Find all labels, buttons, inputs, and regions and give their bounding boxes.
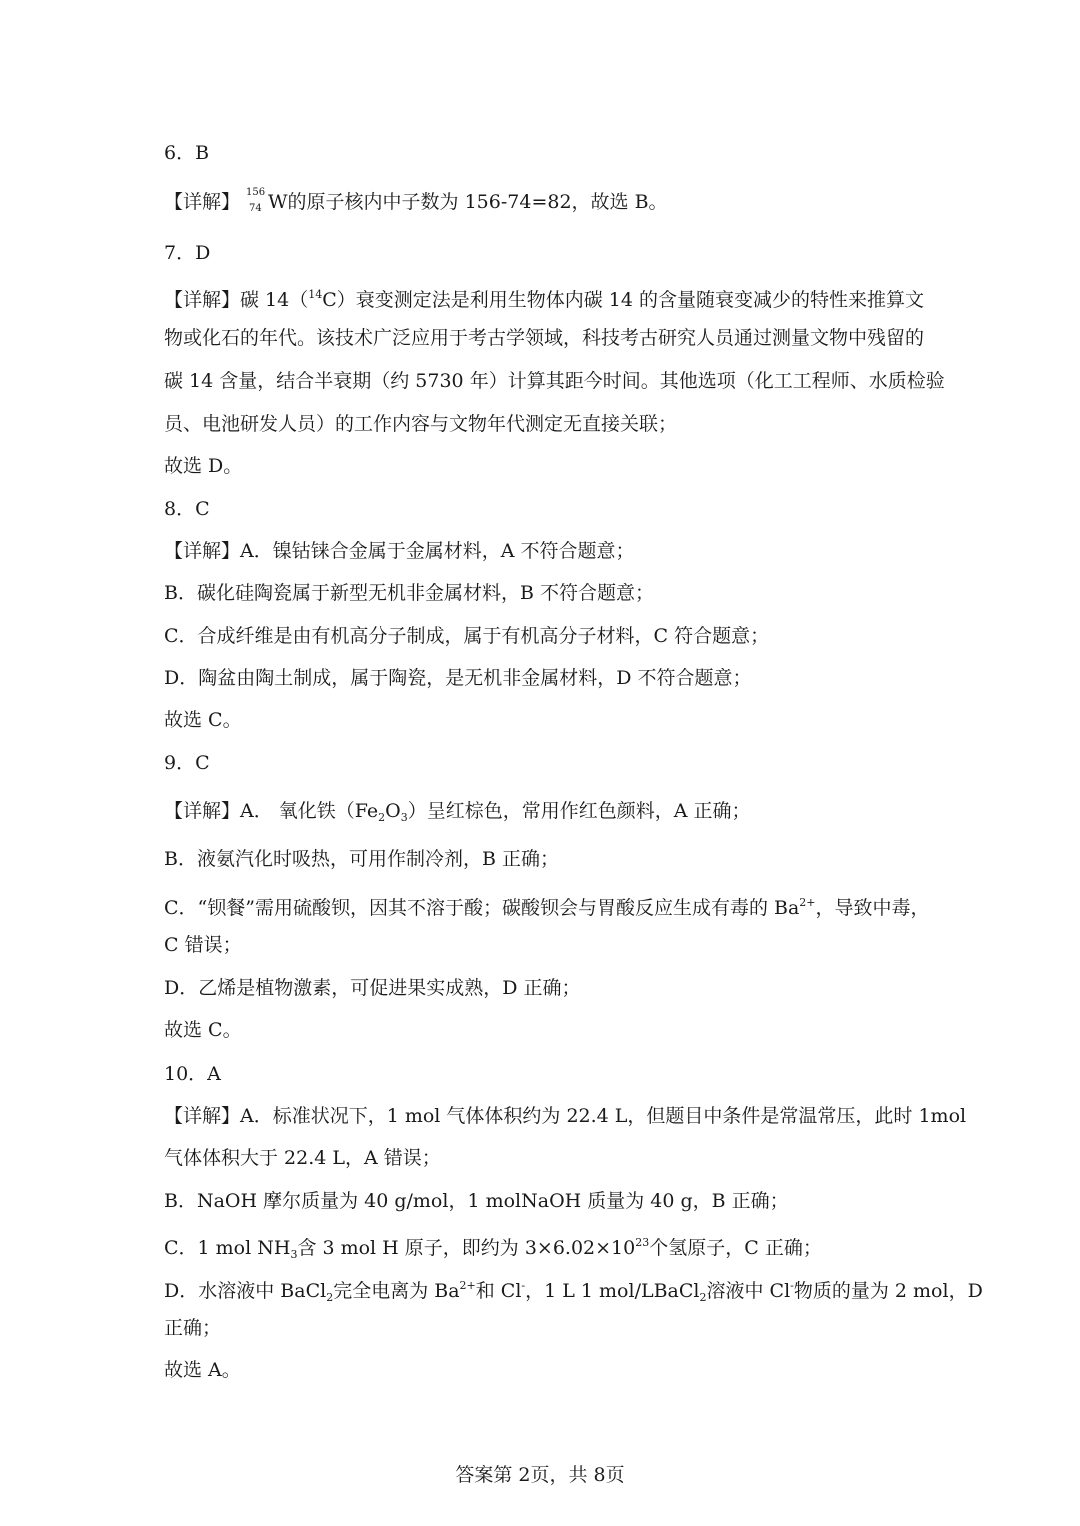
q10-d-part4: ，1 L 1 mol/LBaCl <box>525 1280 700 1302</box>
q10-c-part1: C．1 mol NH <box>164 1237 291 1259</box>
q9-c-part2: ，导致中毒， <box>815 897 930 919</box>
nh3-subscript: 3 <box>290 1248 298 1261</box>
q10-c-part3: 个氢原子，C 正确； <box>649 1237 822 1259</box>
q7-line1-a: 【详解】碳 14（ <box>164 289 309 311</box>
o-subscript: 3 <box>400 811 408 824</box>
fe-subscript: 2 <box>378 811 386 824</box>
q6-answer: 6．B <box>164 142 210 164</box>
q10-c-part2: 含 3 mol H 原子，即约为 3×6.02×10 <box>297 1237 636 1259</box>
q7-line1-b: C）衰变测定法是利用生物体内碳 14 的含量随衰变减少的特性来推算文 <box>322 289 925 311</box>
q9-option-a <box>164 798 944 831</box>
tungsten-nuclide <box>246 189 268 215</box>
q9-option-c <box>164 890 930 921</box>
q7-conclusion: 故选 D。 <box>164 455 243 477</box>
q9-a-oxygen: O <box>385 800 401 822</box>
ba-ion-sup: 2+ <box>459 1279 476 1292</box>
q10-answer: 10．A <box>164 1063 221 1085</box>
q10-option-d <box>164 1273 983 1311</box>
atomic-number: 74 <box>249 203 262 214</box>
q9-answer: 9．C <box>164 752 210 774</box>
q6-detail <box>164 189 944 215</box>
q10-d-part3: 和 Cl <box>475 1280 522 1302</box>
q9-a-part1: 【详解】A． 氧化铁（Fe <box>164 800 379 822</box>
q6-detail-rest: 的原子核内中子数为 156-74=82，故选 B。 <box>287 191 668 213</box>
q10-d-part2: 完全电离为 Ba <box>333 1280 460 1302</box>
ba-charge-sup: 2+ <box>799 896 816 909</box>
q7-answer: 7．D <box>164 242 211 264</box>
q8-option-d: D．陶盆由陶土制成，属于陶瓷，是无机非金属材料，D 不符合题意； <box>164 667 752 689</box>
q10-option-a: 【详解】A．标准状况下，1 mol 气体体积约为 22.4 L，但题目中条件是常温常压，此时 1mol <box>164 1105 967 1127</box>
q9-a-part2: ）呈红棕色，常用作红色颜料，A 正确； <box>407 800 751 822</box>
mass-number: 156 <box>246 187 266 198</box>
q8-answer: 8．C <box>164 498 210 520</box>
q10-option-a-cont: 气体体积大于 22.4 L，A 错误； <box>164 1147 441 1169</box>
q9-c-part1: C．“钡餐”需用硫酸钡，因其不溶于酸；碳酸钡会与胃酸反应生成有毒的 Ba <box>164 897 800 919</box>
q6-detail-prefix: 【详解】 <box>164 191 241 213</box>
bacl2-subscript-1: 2 <box>326 1291 334 1304</box>
q10-d-part6: 物质的量为 2 mol，D <box>793 1280 983 1302</box>
q7-detail-line-3: 碳 14 含量，结合半衰期（约 5730 年）计算其距今时间。其他选项（化工工程师、水质检验 <box>164 370 945 392</box>
exponent-sup: 23 <box>635 1236 650 1249</box>
q7-detail-line-2: 物或化石的年代。该技术广泛应用于考古学领域，科技考古研究人员通过测量文物中残留的 <box>164 327 925 349</box>
q10-option-c <box>164 1230 944 1268</box>
q9-option-d: D．乙烯是植物激素，可促进果实成熟，D 正确； <box>164 977 581 999</box>
q10-option-b: B．NaOH 摩尔质量为 40 g/mol，1 molNaOH 质量为 40 g，B 正确； <box>164 1190 789 1212</box>
q10-d-part1: D．水溶液中 BaCl <box>164 1280 327 1302</box>
q10-option-d-cont: 正确； <box>164 1317 222 1339</box>
q8-conclusion: 故选 C。 <box>164 709 242 731</box>
bacl2-subscript-2: 2 <box>699 1291 707 1304</box>
q9-option-c-cont: C 错误； <box>164 934 242 956</box>
page-footer: 答案第 2页，共 8页 <box>455 1464 625 1486</box>
q10-conclusion: 故选 A。 <box>164 1359 241 1381</box>
carbon-mass-sup: 14 <box>308 288 323 301</box>
q7-detail-line-1 <box>164 282 924 313</box>
q10-d-part5: 溶液中 Cl <box>706 1280 791 1302</box>
q8-option-b: B．碳化硅陶瓷属于新型无机非金属材料，B 不符合题意； <box>164 582 654 604</box>
q8-option-c: C．合成纤维是由有机高分子制成，属于有机高分子材料，C 符合题意； <box>164 625 770 647</box>
q9-option-b: B．液氨汽化时吸热，可用作制冷剂，B 正确； <box>164 848 559 870</box>
q9-conclusion: 故选 C。 <box>164 1019 242 1041</box>
q7-detail-line-4: 员、电池研发人员）的工作内容与文物年代测定无直接关联； <box>164 413 678 435</box>
cl-ion-sup-1: - <box>521 1279 526 1292</box>
element-symbol: W <box>268 191 288 213</box>
cl-ion-sup-2: - <box>790 1279 794 1292</box>
q8-option-a: 【详解】A．镍钴铼合金属于金属材料，A 不符合题意； <box>164 540 635 562</box>
